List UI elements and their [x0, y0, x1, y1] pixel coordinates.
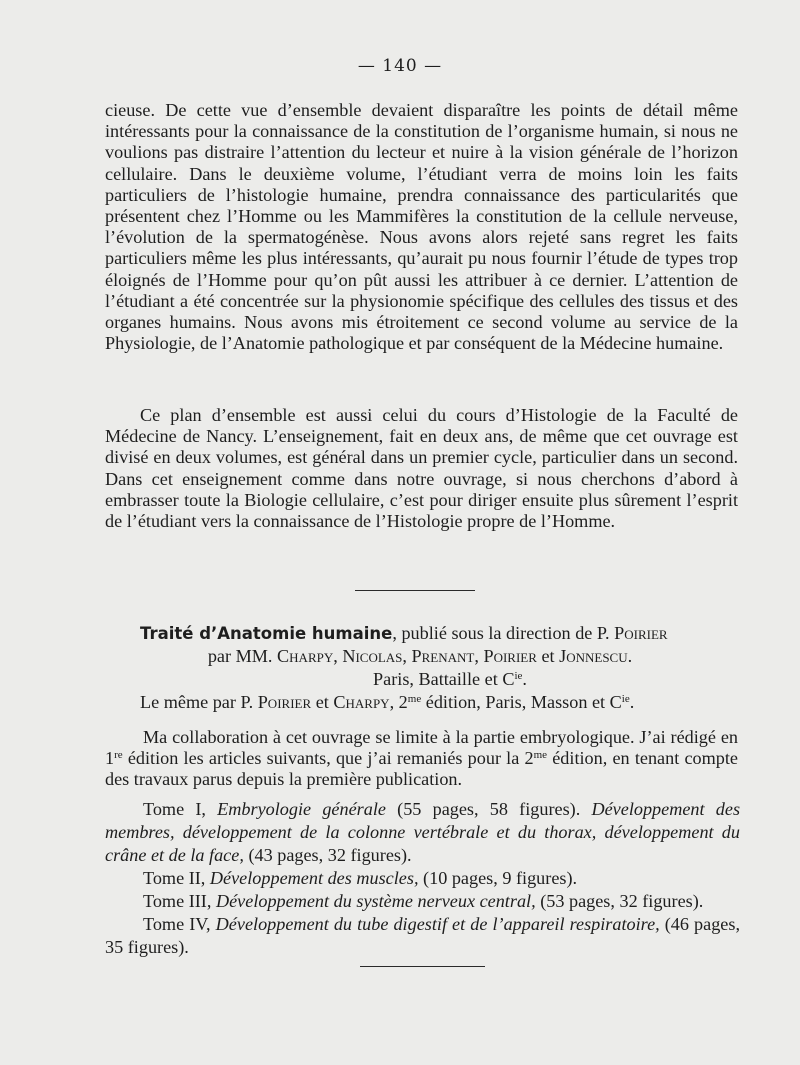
tome-title: Développement du système nerveux central, — [215, 891, 536, 911]
reference-publisher: Paris, Battaille et C — [373, 669, 515, 689]
divider-rule — [355, 590, 475, 591]
reference-et: et — [541, 646, 555, 666]
reference-line-1-rest: , publié sous la direction de P. — [392, 623, 610, 643]
reference-et-2: et — [315, 692, 329, 712]
paragraph-1: cieuse. De cette vue d’ensemble devaient disparaître les points de détail même intéressants pour la connaissance de la constitution de l’organisme humain, si nous ne voulions pas distraire l’attention du lecteur et nuire à la vision générale de l’horizon cellulaire. Dans le deuxième volume, l’étudiant verra de moins loin les faits particuliers de l’histologie humaine, prendra connaissance des particularités que présentent chez l’Homme ou les Mammifères la constitution de la cellule nerveuse, l’évolution de la spermatogénèse. Nous avons alors rejeté sans regret les faits particuliers même les plus intéressants, qu’aurait pu nous fournir l’étude de types trop éloignés de l’Homme pour qu’on pût aussi les attribuer à ce dernier. L’attention de l’étudiant a été concentrée sur la physionomie spécifique des cellules des tissus et des organes humains. Nous avons mis étroitement ce second volume au service de la Physiologie, de l’Anatomie pathologique et par conséquent de la Médecine humaine. — [105, 100, 738, 354]
collaboration-paragraph — [105, 727, 738, 791]
author-charpy-2: Charpy — [333, 692, 390, 712]
tome-count: (46 pages, 35 figures). — [105, 914, 741, 957]
tome-title: Développement du tube digestif et de l’appareil respiratoire, — [215, 914, 660, 934]
collaboration-part-1: Ma collaboration à cet ouvrage se limite à la partie embryologique. J’ai rédigé en 1 — [105, 727, 738, 769]
author-poirier-3: Poirier — [257, 692, 312, 712]
edition-number-sup: me — [407, 693, 422, 705]
tome-label: Tome IV, — [143, 914, 211, 934]
author-poirier-2: Poirier — [483, 646, 537, 666]
tome-count: (10 pages, 9 figures). — [423, 868, 578, 888]
tome-item — [105, 890, 740, 913]
collaboration-sup-2: me — [533, 749, 548, 762]
tome-count: (53 pages, 32 figures). — [540, 891, 704, 911]
tome-item — [105, 798, 740, 867]
author-charpy: Charpy — [277, 646, 334, 666]
divider-rule-bottom — [360, 966, 485, 967]
tome-item — [105, 913, 740, 959]
page-number: — 140 — — [357, 56, 443, 76]
reference-line-2-prefix: par MM. — [207, 646, 273, 666]
collaboration-part-3: édition, en tenant compte des travaux parus depuis la première publication. — [105, 748, 738, 790]
reference-title: Traité d’Anatomie humaine — [140, 624, 393, 643]
tome-label: Tome III, — [143, 891, 212, 911]
tome-list — [105, 798, 740, 959]
tome-title-2: Développement des membres, développement de la colonne vertébrale et du thorax, développement du crâne et de la face, — [105, 799, 741, 865]
reference-publisher-sup: ie — [514, 670, 523, 682]
tome-title: Embryologie générale — [217, 799, 386, 819]
collaboration-part-2: édition les articles suivants, que j’ai remaniés pour la 2 — [122, 748, 534, 769]
edition-number: 2 — [398, 692, 408, 712]
tome-label: Tome II, — [143, 868, 206, 888]
paragraph-2: Ce plan d’ensemble est aussi celui du cours d’Histologie de la Faculté de Médecine de Nancy. L’enseignement, fait en deux ans, de même que cet ouvrage est divisé en deux volumes, est général dans un premier cycle, particulier dans un second. Dans cet enseignement comme dans notre ouvrage, si nous cherchons d’abord à embrasser toute la Biologie cellulaire, c’est pour diriger ensuite plus sûrement l’esprit de l’étudiant vers la connaissance de l’Histologie propre de l’Homme. — [105, 405, 738, 532]
author-prenant: Prenant — [411, 646, 475, 666]
tome-item — [105, 867, 740, 890]
collaboration-sup-1: re — [114, 749, 123, 762]
tome-count-2: (43 pages, 32 figures). — [248, 845, 412, 865]
tome-label: Tome I, — [143, 799, 206, 819]
tome-count: (55 pages, 58 figures). — [397, 799, 581, 819]
reference-line-2: par MM. Charpy, Nicolas, Prenant, Poirier et Jonnescu. — [207, 646, 633, 666]
reference-line-4: Le même par P. Poirier et Charpy, $2^{me}$ édition, Paris, Masson et $C^{ie}$. — [140, 692, 635, 712]
reference-line-4-rest: édition, Paris, Masson et C — [425, 692, 622, 712]
author-nicolas: Nicolas — [342, 646, 403, 666]
author-jonnescu: Jonnescu — [559, 646, 628, 666]
author-poirier: Poirier — [614, 623, 668, 643]
reference-line-3: Paris, Battaille et $C^{ie}$. — [373, 669, 527, 689]
bibliographic-reference — [100, 622, 740, 714]
reference-line-4-sup: ie — [621, 693, 630, 705]
reference-line-4-prefix: Le même par P. — [140, 692, 254, 712]
tome-title: Développement des muscles, — [209, 868, 419, 888]
reference-line-1 — [100, 622, 740, 645]
